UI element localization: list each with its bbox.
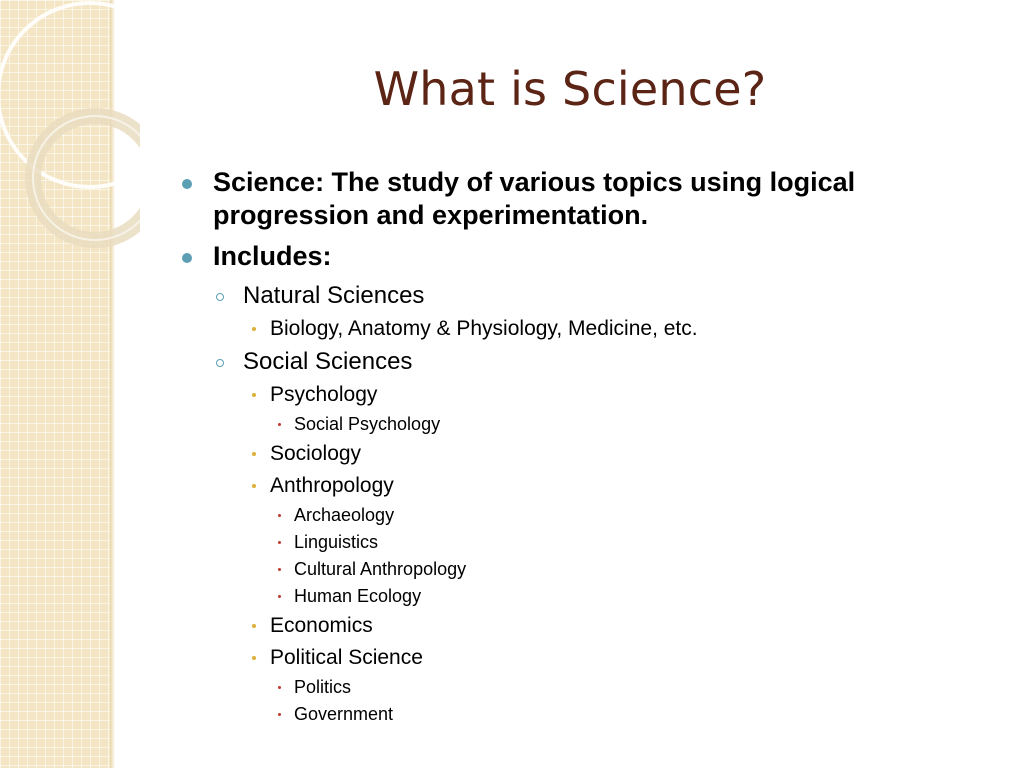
decorative-rings-icon (0, 0, 140, 260)
list-item-label: Anthropology (270, 474, 394, 497)
bullet-dot-icon (252, 484, 256, 488)
list-item-cultural-anthropology (180, 558, 980, 581)
bullet-dot-icon (278, 541, 281, 544)
bullet-dot-icon (278, 568, 281, 571)
list-item-sociology (180, 440, 980, 468)
list-item-natural-sciences (180, 281, 980, 311)
bullet-text: Includes: (213, 241, 332, 271)
slide-title: What is Science? (373, 62, 767, 116)
list-item-label: Natural Sciences (243, 282, 425, 309)
list-item-psychology (180, 381, 980, 409)
bullet-dot-icon (278, 514, 281, 517)
list-item-archaeology (180, 504, 980, 527)
list-item-human-ecology (180, 585, 980, 608)
list-item-label: Social Sciences (243, 348, 413, 375)
slide-content (180, 166, 980, 730)
ring-bullet-icon (216, 293, 224, 301)
bullet-dot-icon (252, 327, 256, 331)
bullet-dot-icon (252, 393, 256, 397)
list-item-anthropology (180, 472, 980, 500)
list-item-label: Human Ecology (294, 586, 422, 606)
list-item-label: Biology, Anatomy & Physiology, Medicine, etc. (270, 317, 698, 340)
list-item-label: Economics (270, 614, 373, 637)
list-item-label: Social Psychology (294, 414, 441, 434)
bullet-dot-icon (278, 423, 281, 426)
list-item-economics (180, 612, 980, 640)
bullet-dot-icon (252, 452, 256, 456)
bullet-includes (180, 240, 980, 273)
list-item-politics (180, 676, 980, 699)
bullet-science-definition (180, 166, 980, 232)
list-item-label: Sociology (270, 442, 362, 465)
list-item-linguistics (180, 531, 980, 554)
list-item-political-science (180, 644, 980, 672)
bullet-dot-icon (278, 713, 281, 716)
list-item-label: Linguistics (294, 532, 379, 552)
bullet-text: Science: The study of various topics using logical progression and experimentation. (213, 167, 856, 230)
list-item-social-psychology (180, 413, 980, 436)
list-item-social-sciences (180, 347, 980, 377)
list-item-label: Psychology (270, 383, 378, 406)
list-item-label: Cultural Anthropology (294, 559, 467, 579)
bullet-dot-icon (182, 179, 192, 189)
list-item-label: Politics (294, 677, 352, 697)
list-item-government (180, 703, 980, 726)
bullet-dot-icon (252, 624, 256, 628)
list-item-natural-examples (180, 315, 980, 343)
list-item-label: Archaeology (294, 505, 395, 525)
bullet-dot-icon (278, 686, 281, 689)
bullet-dot-icon (252, 656, 256, 660)
bullet-dot-icon (278, 595, 281, 598)
ring-bullet-icon (216, 359, 224, 367)
list-item-label: Government (294, 704, 394, 724)
bullet-dot-icon (182, 253, 192, 263)
list-item-label: Political Science (270, 646, 423, 669)
